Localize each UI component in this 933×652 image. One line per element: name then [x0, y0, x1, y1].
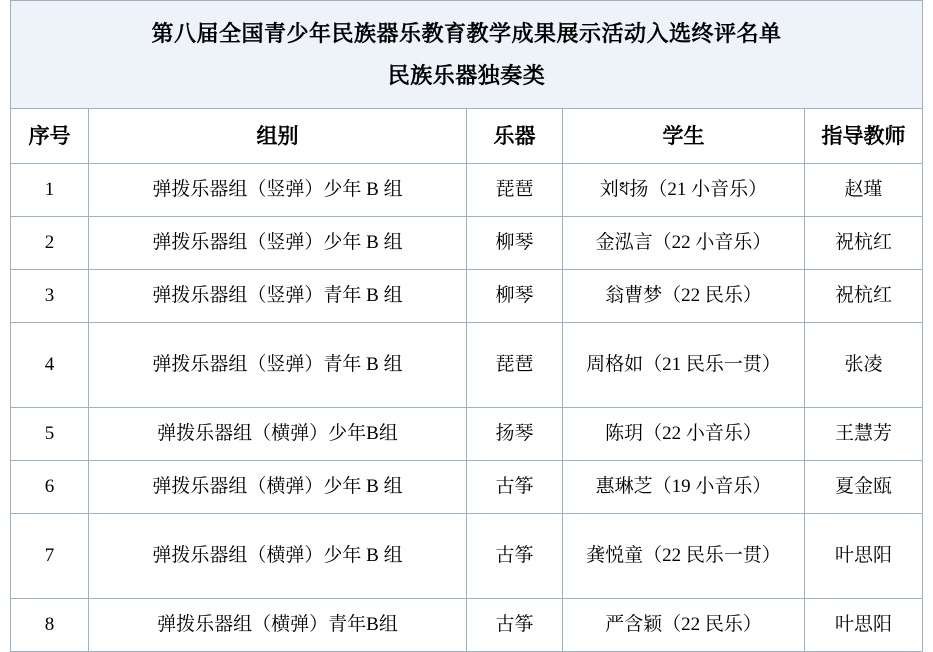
cell-instrument: 古筝 [466, 514, 562, 599]
cell-teacher: 赵瑾 [804, 164, 922, 217]
column-header-seq: 序号 [10, 109, 88, 164]
table-header-row [10, 109, 922, 164]
cell-instrument: 柳琴 [466, 217, 562, 270]
result-list-table [10, 0, 923, 652]
cell-seq: 8 [10, 599, 88, 652]
cell-instrument: 古筝 [466, 599, 562, 652]
cell-teacher: 祝杭红 [804, 270, 922, 323]
cell-instrument: 琵琶 [466, 164, 562, 217]
cell-group: 弹拨乐器组（竖弹）少年 B 组 [88, 217, 466, 270]
document-title-cell [10, 1, 922, 109]
table-body [10, 1, 922, 652]
cell-instrument: 琵琶 [466, 323, 562, 408]
cell-seq: 5 [10, 408, 88, 461]
cell-group: 弹拨乐器组（竖弹）青年 B 组 [88, 323, 466, 408]
cell-group: 弹拨乐器组（横弹）少年 B 组 [88, 514, 466, 599]
table-row [10, 164, 922, 217]
cell-student: 周格如（21 民乐一贯） [562, 323, 804, 408]
cell-teacher: 王慧芳 [804, 408, 922, 461]
table-row [10, 599, 922, 652]
cell-student: 翁曹梦（22 民乐） [562, 270, 804, 323]
column-header-student: 学生 [562, 109, 804, 164]
cell-group: 弹拨乐器组（竖弹）少年 B 组 [88, 164, 466, 217]
cell-seq: 1 [10, 164, 88, 217]
cell-student: 严含颖（22 民乐） [562, 599, 804, 652]
column-header-group: 组别 [88, 109, 466, 164]
cell-seq: 6 [10, 461, 88, 514]
cell-seq: 3 [10, 270, 88, 323]
cell-seq: 2 [10, 217, 88, 270]
cell-instrument: 扬琴 [466, 408, 562, 461]
page-subtitle: 民族乐器独奏类 [387, 62, 546, 88]
column-header-instrument: 乐器 [466, 109, 562, 164]
table-row [10, 323, 922, 408]
title-row [10, 1, 922, 109]
cell-group: 弹拨乐器组（横弹）青年B组 [88, 599, 466, 652]
cell-teacher: 夏金瓯 [804, 461, 922, 514]
cell-seq: 4 [10, 323, 88, 408]
table-row [10, 217, 922, 270]
cell-student: 金泓言（22 小音乐） [562, 217, 804, 270]
table-row [10, 408, 922, 461]
cell-instrument: 柳琴 [466, 270, 562, 323]
cell-teacher: 叶思阳 [804, 514, 922, 599]
cell-student: 刘ধ扬（21 小音乐） [562, 164, 804, 217]
cell-student: 龚悦童（22 民乐一贯） [562, 514, 804, 599]
cell-instrument: 古筝 [466, 461, 562, 514]
table-row [10, 270, 922, 323]
cell-group: 弹拨乐器组（竖弹）青年 B 组 [88, 270, 466, 323]
cell-group: 弹拨乐器组（横弹）少年B组 [88, 408, 466, 461]
table-row [10, 514, 922, 599]
page-title: 第八届全国青少年民族器乐教育教学成果展示活动入选终评名单 [151, 20, 782, 46]
column-header-teacher: 指导教师 [804, 109, 922, 164]
cell-seq: 7 [10, 514, 88, 599]
cell-group: 弹拨乐器组（横弹）少年 B 组 [88, 461, 466, 514]
cell-student: 惠琳芝（19 小音乐） [562, 461, 804, 514]
cell-student: 陈玥（22 小音乐） [562, 408, 804, 461]
cell-teacher: 叶思阳 [804, 599, 922, 652]
cell-teacher: 祝杭红 [804, 217, 922, 270]
cell-teacher: 张凌 [804, 323, 922, 408]
table-row [10, 461, 922, 514]
